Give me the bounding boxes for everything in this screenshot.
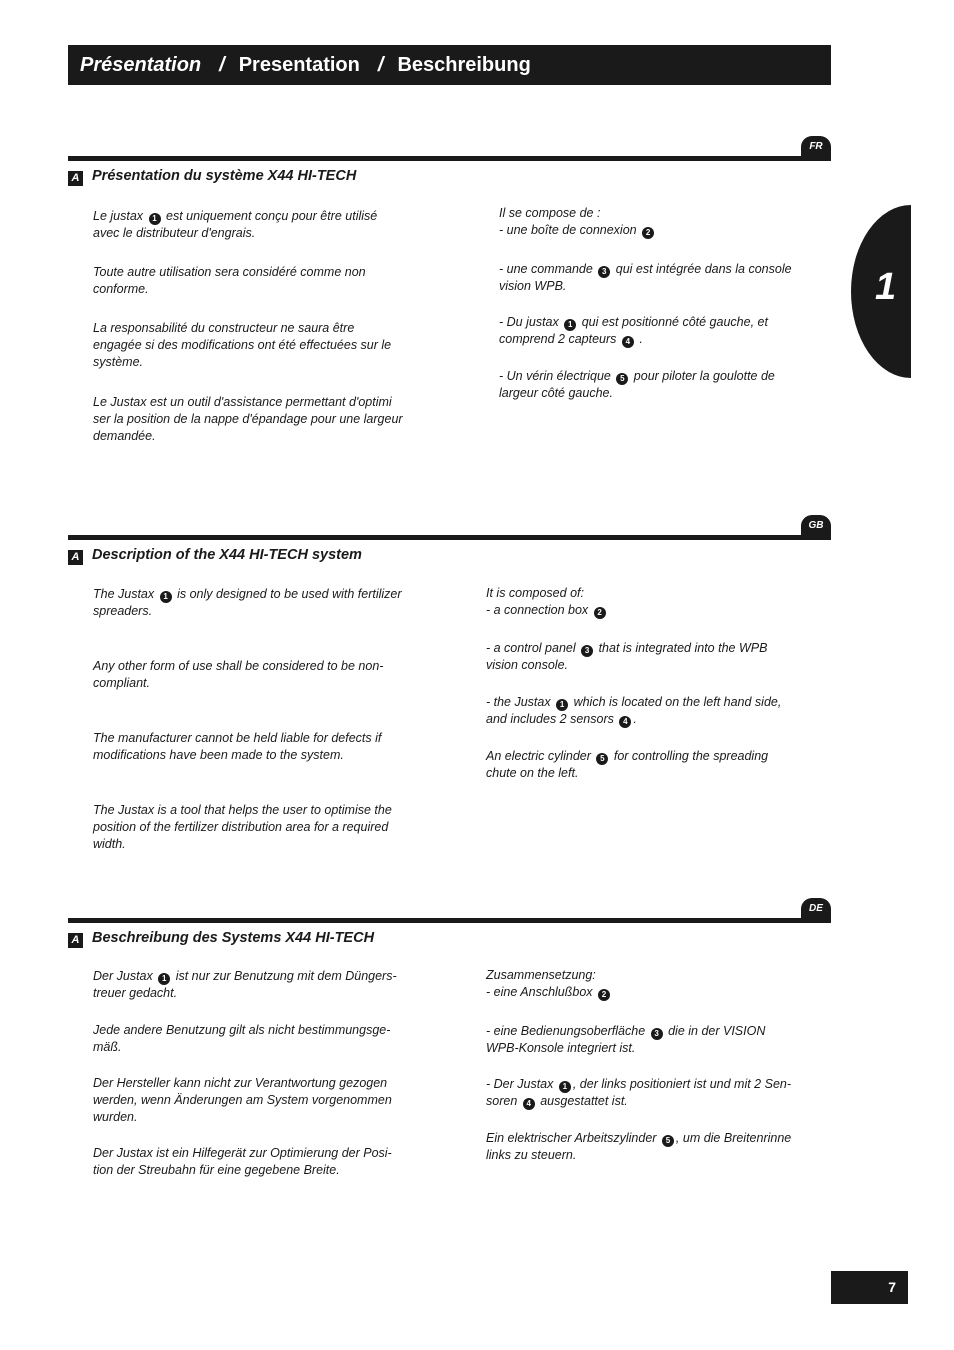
text: - the Justax — [486, 695, 555, 709]
de-left-p3: Der Hersteller kann nicht zur Verantwortung gezogen werden, wenn Änderungen am System vorgenommen wurden. — [93, 1076, 392, 1124]
section-rule — [68, 156, 831, 161]
callout-badge: 2 — [598, 989, 610, 1001]
callout-badge: 4 — [619, 716, 631, 728]
de-left-p1 — [93, 968, 433, 1002]
fr-left-p2: Toute autre utilisation sera considéré comme non conforme. — [93, 265, 366, 296]
de-left-p2: Jede andere Benutzung gilt als nicht bestimmungsge- mäß. — [93, 1023, 391, 1054]
chapter-number: 1 — [875, 266, 897, 308]
fr-right-i3 — [499, 314, 829, 348]
text: est uniquement conçu pour être utilisé avec le distributeur d'engrais. — [93, 209, 378, 240]
gb-left-p1 — [93, 586, 433, 620]
gb-right-intro — [486, 585, 826, 619]
fr-right-intro — [499, 205, 829, 239]
text: It is composed of: — [486, 586, 584, 600]
de-right-intro — [486, 967, 826, 1001]
section-title-text: Description of the X44 HI-TECH system — [92, 547, 362, 563]
header-title-de: Beschreibung — [397, 54, 531, 76]
callout-badge: 2 — [642, 227, 654, 239]
callout-badge: 3 — [651, 1028, 663, 1040]
text: qui est intégrée dans la console vision WPB. — [499, 262, 792, 293]
gb-left-p3: The manufacturer cannot be held liable for defects if modifications have been made to the system. — [93, 731, 382, 762]
section-rule — [68, 918, 831, 923]
callout-badge: 4 — [523, 1098, 535, 1110]
text: , um die Breitenrinne links zu steuern. — [486, 1131, 792, 1162]
text: - a connection box — [486, 603, 592, 617]
text: An electric cylinder — [486, 749, 595, 763]
de-right-i4 — [486, 1130, 826, 1164]
de-left-p4: Der Justax ist ein Hilfegerät zur Optimierung der Posi- tion der Streubahn für eine gegebene Breite. — [93, 1146, 392, 1177]
section-marker: A — [68, 171, 83, 186]
text: is only designed to be used with fertilizer spreaders. — [93, 587, 402, 618]
callout-badge: 2 — [594, 607, 606, 619]
section-marker: A — [68, 933, 83, 948]
lang-tab-fr: FR — [801, 136, 831, 158]
gb-left-p2: Any other form of use shall be considered to be non- compliant. — [93, 659, 384, 690]
text: - Du justax — [499, 315, 563, 329]
callout-badge: 4 — [622, 336, 634, 348]
callout-badge: 1 — [160, 591, 172, 603]
section-title-gb — [68, 547, 362, 565]
callout-badge: 1 — [564, 319, 576, 331]
fr-left-p1 — [93, 208, 433, 242]
callout-badge: 1 — [149, 213, 161, 225]
text: , der links positioniert ist und mit 2 Sen- soren — [486, 1077, 792, 1108]
section-title-text: Présentation du système X44 HI-TECH — [92, 168, 357, 184]
text: die in der VISION WPB-Konsole integriert ist. — [486, 1024, 766, 1055]
section-title-de — [68, 930, 374, 948]
text: that is integrated into the WPB vision console. — [486, 641, 768, 672]
lang-tab-de: DE — [801, 898, 831, 920]
de-right-i3 — [486, 1076, 826, 1110]
page-header — [68, 45, 831, 85]
fr-left-p4: Le Justax est un outil d'assistance permettant d'optimi ser la position de la nappe d'épandage pour une largeur demandée. — [93, 395, 403, 443]
text: Zusammensetzung: — [486, 968, 596, 982]
callout-badge: 1 — [158, 973, 170, 985]
text: ausgestattet ist. — [536, 1094, 628, 1108]
callout-badge: 5 — [662, 1135, 674, 1147]
text: - Un vérin électrique — [499, 369, 615, 383]
page-number: 7 — [831, 1271, 908, 1304]
text: Le justax — [93, 209, 147, 223]
text: - Der Justax — [486, 1077, 557, 1091]
callout-badge: 3 — [598, 266, 610, 278]
lang-tab-gb: GB — [801, 515, 831, 537]
gb-right-i3 — [486, 694, 826, 728]
gb-right-i2 — [486, 640, 826, 674]
text: . — [633, 712, 637, 726]
section-marker: A — [68, 550, 83, 565]
section-rule — [68, 535, 831, 540]
text: - eine Bedienungsoberfläche — [486, 1024, 649, 1038]
section-title-fr — [68, 168, 356, 186]
header-separator: / — [377, 54, 384, 76]
header-separator: / — [219, 54, 225, 76]
callout-badge: 1 — [556, 699, 568, 711]
text: Ein elektrischer Arbeitszylinder — [486, 1131, 660, 1145]
text: Der Justax — [93, 969, 157, 983]
callout-badge: 5 — [596, 753, 608, 765]
header-title-fr: Présentation — [80, 54, 202, 76]
callout-badge: 5 — [616, 373, 628, 385]
text: The Justax — [93, 587, 158, 601]
text: . — [635, 332, 643, 346]
fr-left-p3: La responsabilité du constructeur ne saura être engagée si des modifications ont été effectuées sur le système. — [93, 321, 392, 369]
de-right-i2 — [486, 1023, 826, 1057]
fr-right-i2 — [499, 261, 829, 295]
text: - une commande — [499, 262, 597, 276]
header-title-en: Presentation — [238, 54, 360, 76]
text: ist nur zur Benutzung mit dem Düngers- treuer gedacht. — [93, 969, 397, 1000]
section-title-text: Beschreibung des Systems X44 HI-TECH — [92, 930, 375, 946]
callout-badge: 1 — [559, 1081, 571, 1093]
text: - une boîte de connexion — [499, 223, 641, 237]
text: Il se compose de : — [499, 206, 601, 220]
callout-badge: 3 — [581, 645, 593, 657]
gb-left-p4: The Justax is a tool that helps the user to optimise the position of the fertilizer distribution area for a required width. — [93, 803, 392, 851]
text: - a control panel — [486, 641, 580, 655]
text: qui est positionné côté gauche, et comprend 2 capteurs — [499, 315, 768, 346]
fr-right-i4 — [499, 368, 829, 402]
gb-right-i4 — [486, 748, 826, 782]
text: which is located on the left hand side, and includes 2 sensors — [486, 695, 782, 726]
text: pour piloter la goulotte de largeur côté gauche. — [499, 369, 775, 400]
text: - eine Anschlußbox — [486, 985, 597, 999]
text: for controlling the spreading chute on the left. — [486, 749, 769, 780]
